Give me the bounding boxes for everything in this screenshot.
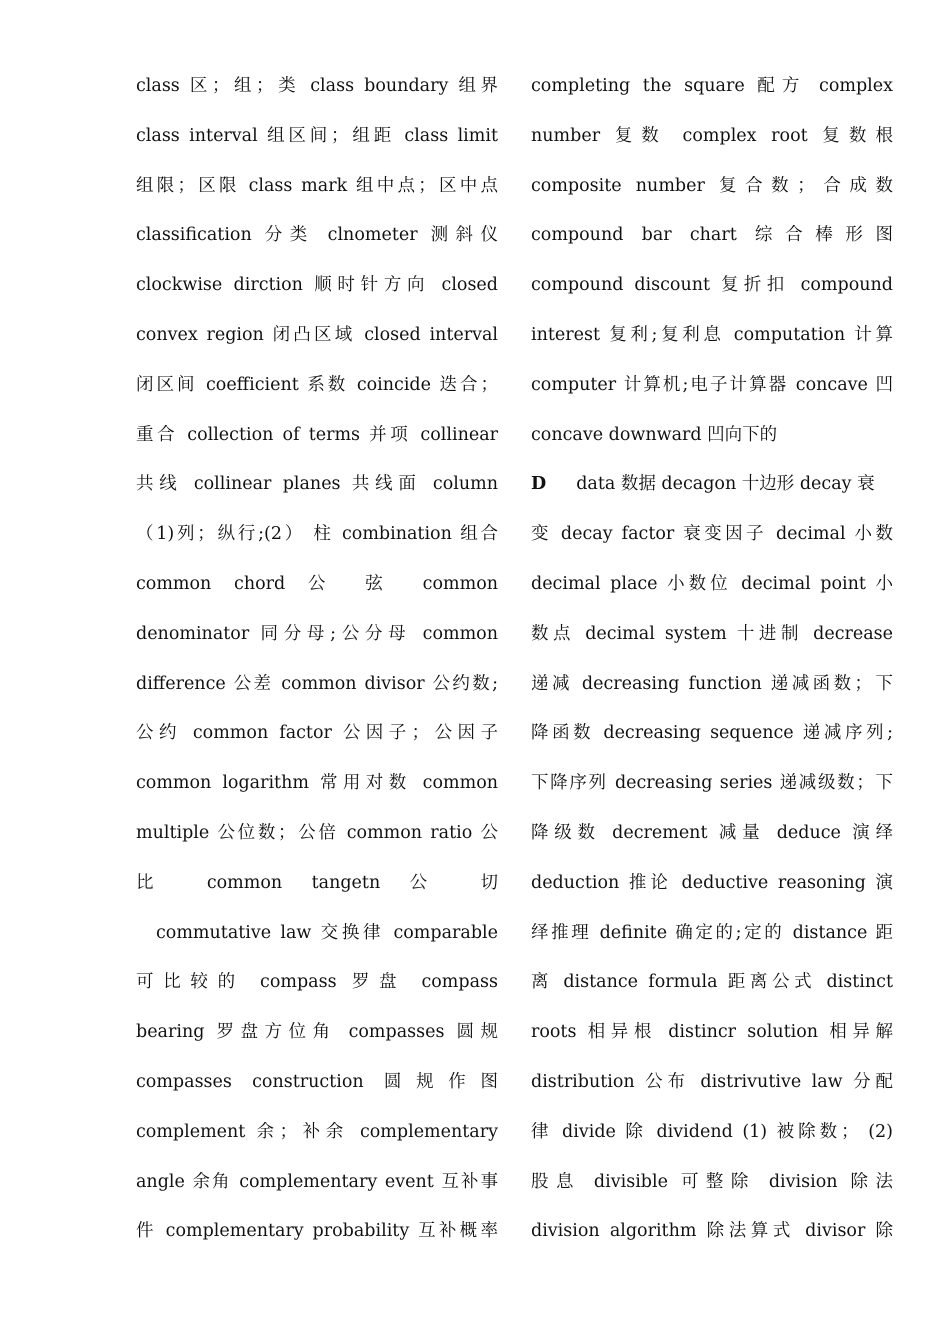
text-line: class interval 组区间；组距 class limit — [136, 125, 498, 146]
text-line: computer 计算机;电子计算器 concave 凹 — [531, 374, 893, 395]
text-line: number 复数 complex root 复数根 — [531, 125, 893, 146]
section-first-text: data 数据 decagon 十边形 decay 衰 — [576, 474, 875, 495]
text-line: clockwise dirction 顺时针方向 closed — [136, 275, 498, 296]
text-line: completing the square 配方 complex — [531, 76, 893, 96]
text-line: 递减 decreasing function 递减函数；下 — [531, 673, 893, 694]
text-line: 离 distance formula 距离公式 distinct — [531, 972, 893, 993]
text-line: 共线 collinear planes 共线面 column — [136, 474, 498, 495]
text-line: 降级数 decrement 减量 deduce 演绎 — [531, 822, 893, 843]
text-line: 公约 common factor 公因子；公因子 — [136, 723, 498, 744]
text-line: 绎推理 definite 确定的;定的 distance 距 — [531, 922, 893, 943]
text-line: convex region 闭凸区域 closed interval — [136, 324, 498, 345]
text-line: 组限；区限 class mark 组中点；区中点 — [136, 175, 498, 196]
text-line: 数点 decimal system 十进制 decrease — [531, 623, 893, 644]
text-line: bearing 罗盘方位角 compasses 圆规 — [136, 1022, 498, 1043]
text-line: roots 相异根 distincr solution 相异解 — [531, 1022, 893, 1043]
text-line: deduction 推论 deductive reasoning 演 — [531, 872, 893, 893]
text-line: composite number 复合数；合成数 — [531, 175, 893, 196]
text-line: 闭区间 coefficient 系数 coincide 迭合； — [136, 374, 498, 395]
text-line: compound bar chart 综合棒形图 — [531, 225, 893, 246]
text-line: division algorithm 除法算式 divisor 除 — [531, 1221, 893, 1242]
text-line: 降函数 decreasing sequence 递减序列; — [531, 723, 893, 744]
text-line: （1)列；纵行;(2） 柱 combination 组合 — [136, 524, 498, 545]
text-line: 变 decay factor 衰变因子 decimal 小数 — [531, 524, 893, 545]
text-line: class 区；组；类 class boundary 组界 — [136, 76, 498, 96]
text-line: 下降序列 decreasing series 递减级数；下 — [531, 773, 893, 794]
text-line: denominator 同分母;公分母 common — [136, 623, 498, 644]
text-line: classification 分类 clnometer 测斜仪 — [136, 225, 498, 246]
text-line: concave downward 凹向下的 — [531, 424, 778, 445]
text-line: decimal place 小数位 decimal point 小 — [531, 573, 893, 594]
text-line: compasses construction 圆规作图 — [136, 1071, 498, 1092]
text-line: 可比较的 compass 罗盘 compass — [136, 972, 498, 993]
text-line: 比 common tangetn 公 切 — [136, 872, 498, 893]
right-column — [531, 62, 893, 1257]
left-column — [136, 62, 498, 1257]
section-letter: D — [531, 474, 547, 495]
text-line: 件 complementary probability 互补概率 — [136, 1221, 498, 1242]
text-line: 律 divide 除 dividend (1) 被除数； (2) — [531, 1121, 893, 1142]
text-line: 重合 collection of terms 并项 collinear — [136, 424, 498, 445]
text-line: compound discount 复折扣 compound — [531, 275, 893, 296]
text-line: multiple 公位数；公倍 common ratio 公 — [136, 822, 498, 843]
text-line: common chord 公 弦 common — [136, 573, 498, 594]
text-line: difference 公差 common divisor 公约数; — [136, 673, 498, 694]
text-line: common logarithm 常用对数 common — [136, 773, 498, 794]
text-line: angle 余角 complementary event 互补事 — [136, 1171, 498, 1192]
text-line: distribution 公布 distrivutive law 分配 — [531, 1071, 893, 1092]
section-d-line — [531, 460, 893, 510]
text-line: commutative law 交换律 comparable — [156, 922, 498, 943]
text-line: 股息 divisible 可整除 division 除法 — [531, 1171, 893, 1192]
text-line: complement 余；补余 complementary — [136, 1121, 498, 1142]
text-line: interest 复利;复利息 computation 计算 — [531, 324, 893, 345]
